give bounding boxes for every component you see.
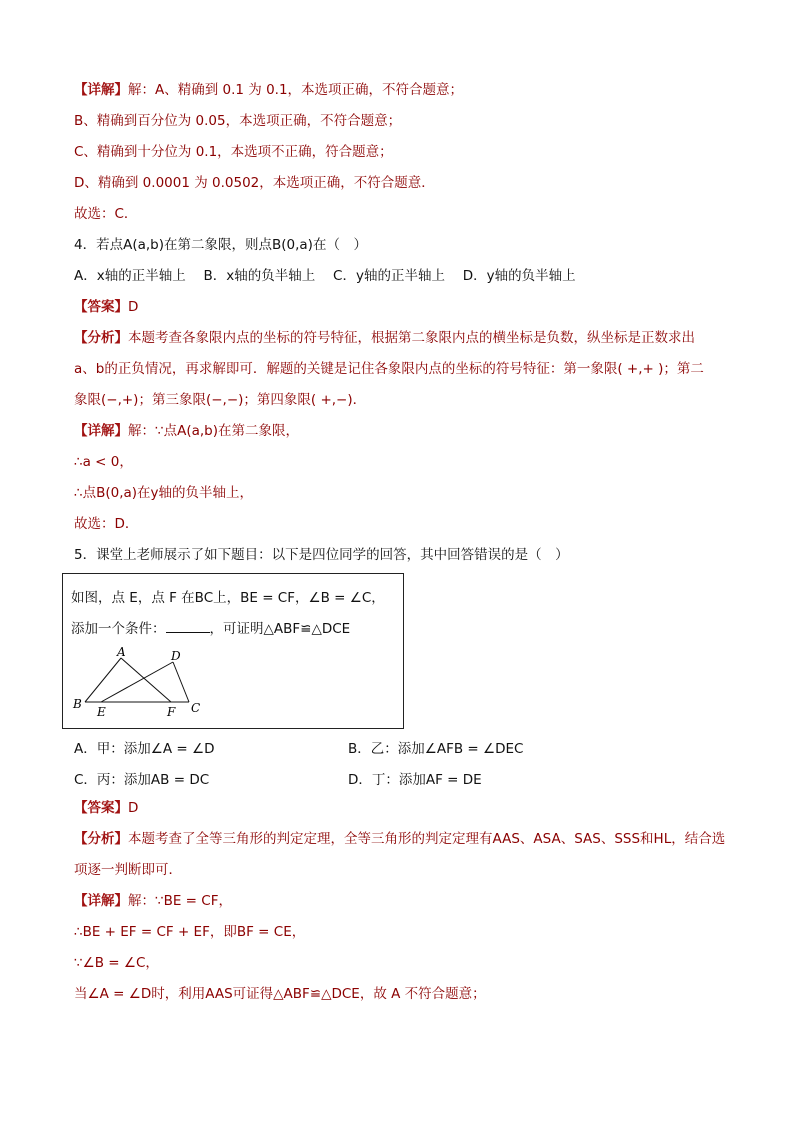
detail-tag: 【详解】 [74, 423, 128, 439]
answer-tag: 【答案】 [74, 299, 128, 315]
condition-suffix: ，可证明△ABF≌△DCE [209, 621, 351, 637]
answer-tag: 【答案】 [74, 800, 128, 816]
detail-line-4: D、精确到 0.0001 为 0.0502，本选项正确，不符合题意． [74, 175, 435, 191]
detail-line-1 [74, 81, 463, 99]
detail-4-line-3: ∴点B(0,a)在y轴的负半轴上， [74, 485, 254, 501]
detail-5-line-4: 当∠A = ∠D时，利用AAS可证得△ABF≌△DCE，故 A 不符合题意； [74, 986, 486, 1002]
analysis-5-line-1 [74, 830, 725, 848]
analysis-4-line-3: 象限(−,+)；第三象限(−,−)；第四象限( +,−)． [74, 392, 367, 408]
analysis-tag: 【分析】 [74, 831, 128, 847]
option-a: A．甲：添加∠A = ∠D [74, 741, 215, 757]
detail-text: 解：∵点A(a,b)在第二象限， [128, 423, 299, 439]
option-b: B．乙：添加∠AFB = ∠DEC [348, 741, 524, 757]
detail-5-line-2: ∴BE + EF = CF + EF，即BF = CE， [74, 924, 306, 940]
segment-ed [101, 662, 173, 702]
analysis-tag: 【分析】 [74, 330, 128, 346]
answer-4 [74, 298, 138, 316]
condition-prefix: 添加一个条件： [71, 621, 166, 637]
problem-box [62, 573, 404, 729]
detail-line-3: C、精确到十分位为 0.1，本选项不正确，符合题意； [74, 144, 393, 160]
answer-5 [74, 799, 138, 817]
segment-af [121, 658, 171, 702]
triangle-figure [71, 646, 211, 718]
label-f: F [167, 705, 176, 718]
analysis-text: 本题考查各象限内点的坐标的符号特征，根据第二象限内点的横坐标是负数，纵坐标是正数求出 [128, 330, 695, 346]
detail-4-line-1 [74, 422, 299, 440]
detail-4-line-2: ∴a < 0， [74, 454, 133, 470]
answer-blank [166, 620, 210, 633]
detail-4-line-4: 故选：D． [74, 516, 139, 532]
segment-ba [85, 658, 121, 702]
label-c: C [191, 701, 201, 715]
problem-condition [71, 617, 350, 637]
conclusion-line: 故选：C． [74, 206, 138, 222]
option-c: C．丙：添加AB = DC [74, 772, 210, 788]
segment-dc [173, 662, 189, 702]
detail-line-2: B、精确到百分位为 0.05，本选项正确，不符合题意； [74, 113, 402, 129]
detail-text: 解：∵BE = CF， [128, 893, 232, 909]
detail-5-line-1 [74, 892, 232, 910]
label-e: E [97, 705, 106, 718]
question-4: 4．若点A(a,b)在第二象限，则点B(0,a)在（ ） [74, 237, 367, 253]
analysis-4-line-2: a、b的正负情况，再求解即可．解题的关键是记住各象限内点的坐标的符号特征：第一象限( +,+ )；第二 [74, 361, 704, 377]
option-d: D．丁：添加AF = DE [348, 772, 482, 788]
label-d: D [171, 649, 181, 663]
detail-tag: 【详解】 [74, 893, 128, 909]
analysis-text: 本题考查了全等三角形的判定定理，全等三角形的判定定理有AAS、ASA、SAS、SSS和HL，结合选 [128, 831, 726, 847]
problem-statement: 如图，点 E，点 F 在BC上，BE = CF，∠B = ∠C， [71, 590, 385, 606]
question-4-options: A．x轴的正半轴上 B．x轴的负半轴上 C．y轴的正半轴上 D．y轴的负半轴上 [74, 268, 576, 284]
analysis-4-line-1 [74, 329, 695, 347]
answer-value: D [128, 800, 139, 816]
label-b: B [73, 697, 82, 711]
label-a: A [117, 646, 126, 659]
detail-5-line-3: ∵∠B = ∠C， [74, 955, 159, 971]
detail-tag: 【详解】 [74, 82, 128, 98]
answer-value: D [128, 299, 139, 315]
detail-text: 解：A、精确到 0.1 为 0.1，本选项正确，不符合题意； [128, 82, 464, 98]
question-5: 5．课堂上老师展示了如下题目：以下是四位同学的回答，其中回答错误的是（ ） [74, 547, 569, 563]
analysis-5-line-2: 项逐一判断即可． [74, 862, 182, 878]
